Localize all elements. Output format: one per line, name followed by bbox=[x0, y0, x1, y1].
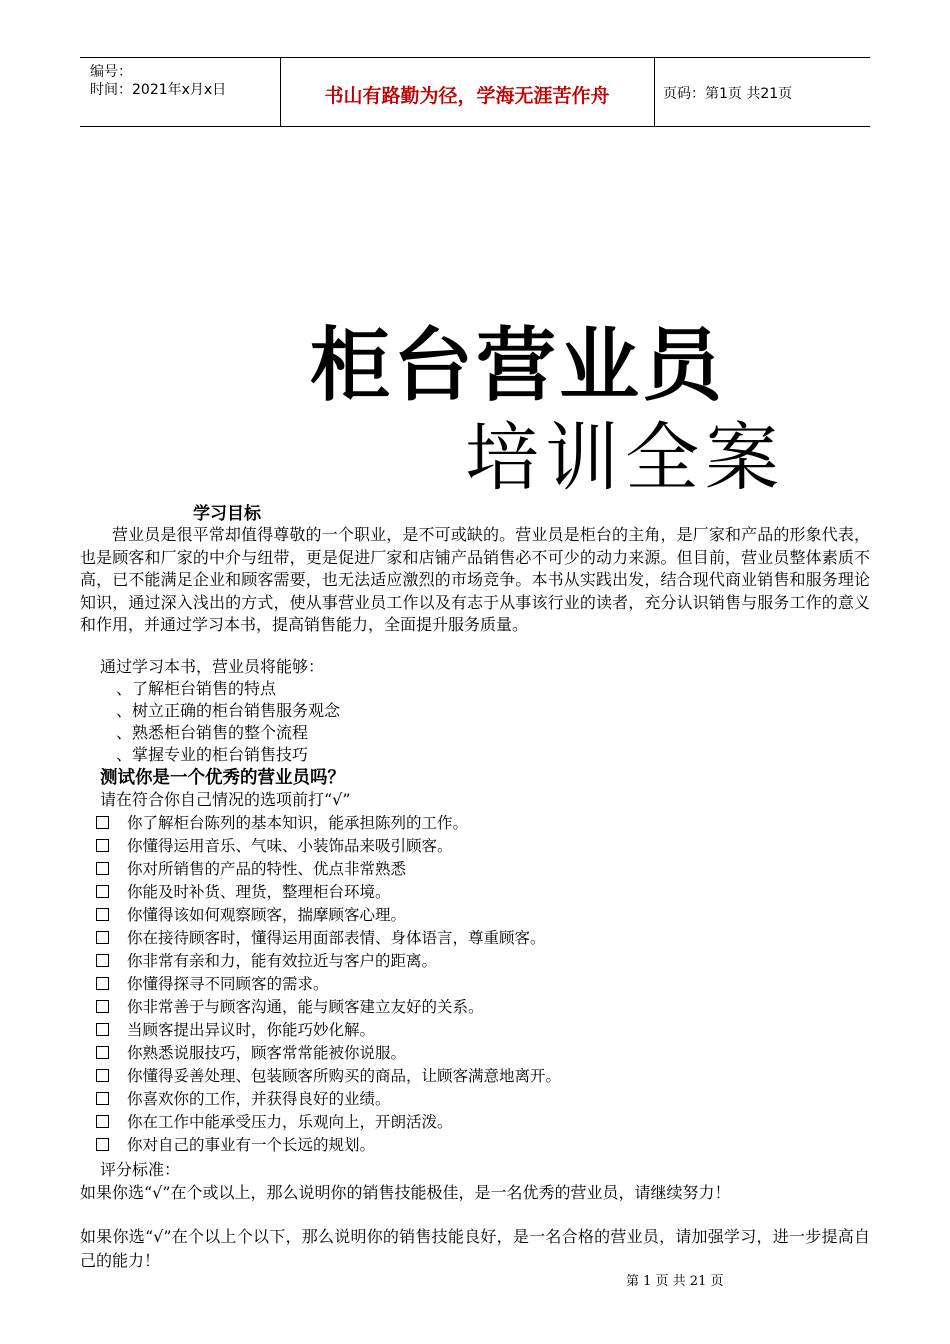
checkbox[interactable] bbox=[96, 1046, 109, 1059]
checklist-item[interactable] bbox=[96, 1111, 453, 1133]
checklist-item-text: 当顾客提出异议时，你能巧妙化解。 bbox=[127, 1021, 376, 1039]
scoring-criteria-good: 如果你选“√”在个以上个以下，那么说明你的销售技能良好，是一名合格的营业员，请加强学习，进一步提高自己的能力！ bbox=[80, 1227, 870, 1270]
checkbox[interactable] bbox=[96, 977, 109, 990]
checkbox[interactable] bbox=[96, 816, 109, 829]
checklist-item-text: 你喜欢你的工作，并获得良好的业绩。 bbox=[127, 1090, 391, 1108]
learning-goal-item: 、了解柜台销售的特点 bbox=[116, 679, 277, 698]
checklist-item-text: 你对所销售的产品的特性、优点非常熟悉 bbox=[127, 860, 407, 878]
checkbox[interactable] bbox=[96, 954, 109, 967]
checklist-item-text: 你懂得探寻不同顾客的需求。 bbox=[127, 975, 329, 993]
checkbox[interactable] bbox=[96, 1000, 109, 1013]
header-page-info: 页码：第1页 共21页 bbox=[663, 86, 793, 102]
learning-intro-paragraph: 营业员是很平常却值得尊敬的一个职业，是不可或缺的。营业员是柜台的主角，是厂家和产品的形象代表，也是顾客和厂家的中介与纽带，更是促进厂家和店铺产品销售必不可少的动力来源。但目前，营业员整体素质不高，已不能满足企业和顾客需要，也无法适应激烈的市场竞争。本书从实践出发，结合现代商业销售和服务理论知识，通过深入浅出的方式，使从事营业员工作以及有志于从事该行业的读者，充分认识销售与服务工作的意义和作用，并通过学习本书，提高销售能力，全面提升服务质量。 bbox=[80, 525, 870, 634]
learning-lead: 通过学习本书，营业员将能够： bbox=[100, 657, 325, 676]
learning-goals-heading: 学习目标 bbox=[193, 504, 261, 524]
checkbox[interactable] bbox=[96, 885, 109, 898]
checklist-item[interactable] bbox=[96, 812, 468, 834]
header-meta-cell bbox=[80, 58, 281, 126]
checkbox[interactable] bbox=[96, 908, 109, 921]
checklist-item[interactable] bbox=[96, 1042, 406, 1064]
checklist-item-text: 你了解柜台陈列的基本知识，能承担陈列的工作。 bbox=[127, 814, 469, 832]
scoring-criteria-excellent: 如果你选“√”在个或以上，那么说明你的销售技能极佳，是一名优秀的营业员，请继续努力！ bbox=[80, 1183, 731, 1202]
checklist-item-text: 你懂得该如何观察顾客，揣摩顾客心理。 bbox=[127, 906, 407, 924]
checklist-item[interactable] bbox=[96, 973, 329, 995]
checklist-item[interactable] bbox=[96, 1134, 375, 1156]
document-number-label: 编号： bbox=[90, 64, 132, 80]
document-title-main: 柜台营业员 bbox=[310, 319, 725, 412]
checklist-item-text: 你在工作中能承受压力，乐观向上，开朗活泼。 bbox=[127, 1113, 453, 1131]
page-header bbox=[80, 57, 870, 127]
self-test-instruction: 请在符合你自己情况的选项前打“√” bbox=[100, 790, 351, 809]
checkbox[interactable] bbox=[96, 1138, 109, 1151]
checklist-item[interactable] bbox=[96, 996, 484, 1018]
checkbox[interactable] bbox=[96, 839, 109, 852]
checklist-item[interactable] bbox=[96, 1088, 391, 1110]
checkbox[interactable] bbox=[96, 1115, 109, 1128]
checkbox[interactable] bbox=[96, 1092, 109, 1105]
checkbox[interactable] bbox=[96, 931, 109, 944]
learning-goal-item: 、掌握专业的柜台销售技巧 bbox=[116, 745, 309, 764]
page-footer: 第 1 页 共 21 页 bbox=[626, 1274, 724, 1289]
scoring-criteria-label: 评分标准： bbox=[100, 1160, 181, 1179]
checklist-item-text: 你非常有亲和力，能有效拉近与客户的距离。 bbox=[127, 952, 438, 970]
document-title-sub: 培训全案 bbox=[465, 415, 785, 501]
checklist-item-text: 你懂得运用音乐、气味、小装饰品来吸引顾客。 bbox=[127, 837, 453, 855]
checkbox[interactable] bbox=[96, 1069, 109, 1082]
checklist-item[interactable] bbox=[96, 1065, 561, 1087]
checklist-item[interactable] bbox=[96, 904, 406, 926]
learning-goal-item: 、树立正确的柜台销售服务观念 bbox=[116, 701, 341, 720]
checklist-item-text: 你熟悉说服技巧，顾客常常能被你说服。 bbox=[127, 1044, 407, 1062]
self-test-heading: 测试你是一个优秀的营业员吗？ bbox=[100, 768, 345, 788]
checklist-item[interactable] bbox=[96, 1019, 375, 1041]
checklist-item-text: 你能及时补货、理货，整理柜台环境。 bbox=[127, 883, 391, 901]
checklist-item[interactable] bbox=[96, 881, 391, 903]
checklist-item[interactable] bbox=[96, 927, 546, 949]
header-motto-cell bbox=[280, 58, 655, 126]
checklist-item[interactable] bbox=[96, 835, 453, 857]
checklist-item-text: 你在接待顾客时，懂得运用面部表情、身体语言，尊重顾客。 bbox=[127, 929, 546, 947]
learning-goal-item: 、熟悉柜台销售的整个流程 bbox=[116, 723, 309, 742]
document-time-label: 时间：2021年x月x日 bbox=[90, 82, 227, 98]
checklist-item-text: 你非常善于与顾客沟通，能与顾客建立友好的关系。 bbox=[127, 998, 484, 1016]
header-motto: 书山有路勤为径，学海无涯苦作舟 bbox=[324, 85, 610, 107]
checklist-item-text: 你懂得妥善处理、包装顾客所购买的商品，让顾客满意地离开。 bbox=[127, 1067, 562, 1085]
checklist-item[interactable] bbox=[96, 950, 437, 972]
checklist-item[interactable] bbox=[96, 858, 406, 880]
checkbox[interactable] bbox=[96, 1023, 109, 1036]
header-page-cell bbox=[655, 58, 870, 126]
checkbox[interactable] bbox=[96, 862, 109, 875]
checklist-item-text: 你对自己的事业有一个长远的规划。 bbox=[127, 1136, 376, 1154]
